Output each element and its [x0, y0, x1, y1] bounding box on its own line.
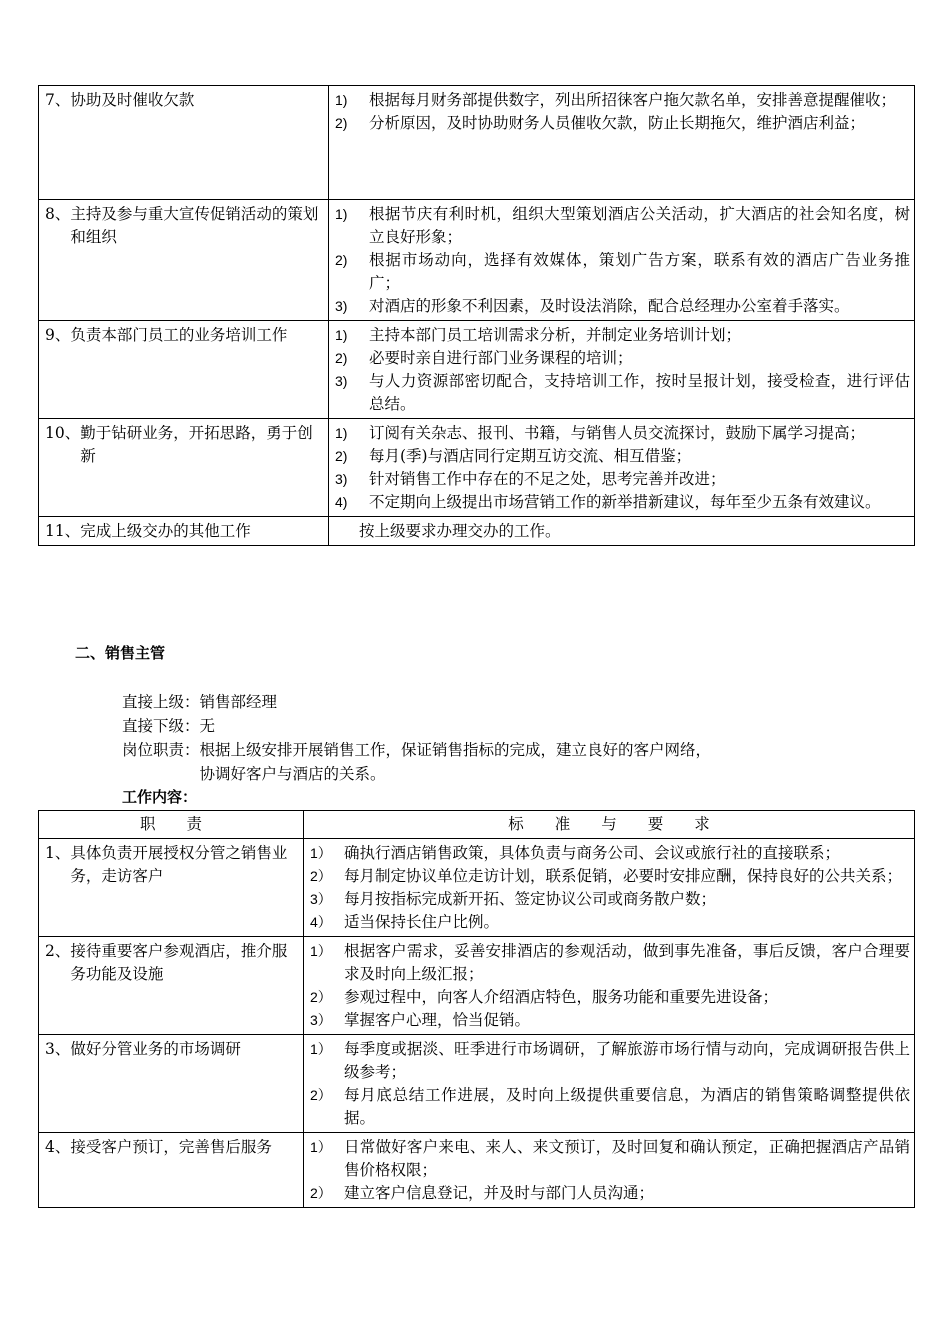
requirement-item [335, 347, 910, 370]
table-row [39, 321, 915, 419]
duty-number: 7、 [45, 91, 71, 109]
duty-cell [39, 200, 329, 321]
requirement-item [310, 1038, 910, 1084]
requirement-number: 2） [310, 1087, 332, 1103]
table-row [39, 937, 915, 1035]
subordinate-row [122, 714, 720, 738]
header-duty: 职 责 [39, 811, 304, 839]
requirement-number: 3） [310, 1012, 332, 1028]
duties-table-manager [38, 85, 915, 546]
requirement-text: 每月底总结工作进展，及时向上级提供重要信息，为酒店的销售策略调整提供依据。 [344, 1086, 910, 1127]
duty-cell [39, 1035, 304, 1133]
duty-cell [39, 937, 304, 1035]
duties-table-supervisor [38, 810, 915, 1208]
requirement-number: 2) [335, 350, 348, 366]
requirement-item [335, 370, 910, 416]
requirements-cell [304, 937, 915, 1035]
requirement-text: 订阅有关杂志、报刊、书籍，与销售人员交流探讨，鼓励下属学习提高； [369, 424, 866, 442]
requirement-text: 确执行酒店销售政策，具体负责与商务公司、会议或旅行社的直接联系； [344, 844, 841, 862]
requirements-cell [304, 1035, 915, 1133]
requirement-number: 2） [310, 989, 332, 1005]
requirement-text: 主持本部门员工培训需求分析，并制定业务培训计划； [369, 326, 742, 344]
duty-cell [39, 517, 329, 546]
requirement-number: 2) [335, 115, 348, 131]
duty-row [122, 738, 720, 786]
requirement-item [335, 468, 910, 491]
duty-text: 完成上级交办的其他工作 [80, 522, 251, 540]
requirement-item [335, 89, 910, 112]
requirement-item [335, 249, 910, 295]
requirement-number: 1) [335, 206, 348, 222]
requirement-text: 按上级要求办理交办的工作。 [359, 522, 561, 540]
requirement-number: 3) [335, 298, 348, 314]
requirement-text: 对酒店的形象不利因素，及时设法消除，配合总经理办公室着手落实。 [369, 297, 850, 315]
requirement-number: 1) [335, 425, 348, 441]
requirement-number: 1） [310, 1041, 332, 1057]
requirements-cell [329, 321, 915, 419]
duty-cell [39, 86, 329, 200]
requirement-number: 2） [310, 1185, 332, 1201]
requirement-text: 必要时亲自进行部门业务课程的培训； [369, 349, 633, 367]
table-row [39, 1035, 915, 1133]
requirements-cell [329, 419, 915, 517]
requirement-text: 针对销售工作中存在的不足之处，思考完善并改进； [369, 470, 726, 488]
duty-text: 接受客户预订，完善售后服务 [70, 1138, 272, 1156]
duty-number: 8、 [45, 205, 71, 223]
subordinate-label: 直接下级： [122, 717, 200, 735]
requirement-item [335, 112, 910, 135]
requirement-text: 适当保持长住户比例。 [344, 913, 500, 931]
requirement-number: 1） [310, 1139, 332, 1155]
requirement-text: 参观过程中，向客人介绍酒店特色，服务功能和重要先进设备； [344, 988, 779, 1006]
requirement-text: 根据节庆有利时机，组织大型策划酒店公关活动，扩大酒店的社会知名度，树立良好形象； [369, 205, 910, 246]
requirement-number: 2) [335, 448, 348, 464]
subordinate-value: 无 [199, 717, 216, 735]
header-requirements: 标 准 与 要 求 [304, 811, 915, 839]
requirement-text: 根据客户需求，妥善安排酒店的参观活动，做到事先准备，事后反馈，客户合理要求及时向上级汇报； [344, 942, 910, 983]
work-content-label: 工作内容： [122, 788, 198, 806]
duty-text: 勤于钻研业务，开拓思路，勇于创新 [80, 424, 313, 465]
duty-cell [39, 321, 329, 419]
table-row [39, 517, 915, 546]
requirement-item [310, 911, 910, 934]
requirements-cell [329, 86, 915, 200]
requirement-text: 每月(季)与酒店同行定期互访交流、相互借鉴； [369, 447, 692, 465]
requirement-text: 每季度或据淡、旺季进行市场调研，了解旅游市场行情与动向，完成调研报告供上级参考； [344, 1040, 910, 1081]
requirement-number: 3) [335, 373, 348, 389]
requirement-item [335, 295, 910, 318]
requirement-item [310, 940, 910, 986]
requirement-number: 2） [310, 868, 332, 884]
requirement-number: 2) [335, 252, 348, 268]
requirement-number: 4） [310, 914, 332, 930]
requirement-text: 根据市场动向，选择有效媒体，策划广告方案，联系有效的酒店广告业务推广； [369, 251, 910, 292]
requirements-cell [329, 200, 915, 321]
duty-number: 4、 [45, 1138, 71, 1156]
table-header-row [39, 811, 915, 839]
requirement-item [310, 1136, 910, 1182]
requirement-number: 1) [335, 327, 348, 343]
duty-label: 岗位职责： [122, 741, 200, 759]
duty-number: 2、 [45, 942, 71, 960]
requirement-text: 不定期向上级提出市场营销工作的新举措新建议，每年至少五条有效建议。 [369, 493, 881, 511]
requirement-number: 3) [335, 471, 348, 487]
duty-text: 做好分管业务的市场调研 [70, 1040, 241, 1058]
requirement-number: 1) [335, 92, 348, 108]
requirement-item [310, 865, 910, 888]
duty-number: 11、 [45, 522, 81, 540]
superior-row [122, 690, 720, 714]
duty-number: 9、 [45, 326, 71, 344]
requirement-item [310, 1182, 910, 1205]
requirement-number: 4) [335, 494, 348, 510]
requirement-text: 日常做好客户来电、来人、来文预订，及时回复和确认预定，正确把握酒店产品销售价格权限； [344, 1138, 910, 1179]
requirement-item [310, 842, 910, 865]
duty-number: 10、 [45, 424, 81, 442]
table-row [39, 86, 915, 200]
table-row [39, 200, 915, 321]
requirement-text: 建立客户信息登记，并及时与部门人员沟通； [344, 1184, 655, 1202]
requirement-item [335, 203, 910, 249]
requirement-item [310, 986, 910, 1009]
requirement-text: 掌握客户心理，恰当促销。 [344, 1011, 531, 1029]
duty-value: 根据上级安排开展销售工作，保证销售指标的完成，建立良好的客户网络，协调好客户与酒店的关系。 [199, 741, 712, 783]
table-row [39, 419, 915, 517]
requirement-item [335, 491, 910, 514]
requirement-number: 3） [310, 891, 332, 907]
requirement-text: 每月制定协议单位走访计划，联系促销，必要时安排应酬，保持良好的公共关系； [344, 867, 903, 885]
requirement-item [335, 324, 910, 347]
requirement-item [310, 888, 910, 911]
duty-text: 协助及时催收欠款 [70, 91, 195, 109]
requirement-text: 根据每月财务部提供数字，列出所招徕客户拖欠款名单，安排善意提醒催收； [369, 91, 897, 109]
duty-number: 3、 [45, 1040, 71, 1058]
superior-label: 直接上级： [122, 693, 200, 711]
duty-cell [39, 419, 329, 517]
section-title: 二、销售主管 [75, 644, 166, 662]
duty-cell [39, 1133, 304, 1208]
position-info [122, 690, 720, 786]
table-row [39, 1133, 915, 1208]
requirement-item [335, 445, 910, 468]
duty-text: 具体负责开展授权分管之销售业务，走访客户 [70, 844, 288, 885]
requirements-cell [304, 1133, 915, 1208]
requirement-text: 每月按指标完成新开拓、签定协议公司或商务散户数； [344, 890, 717, 908]
requirement-text: 与人力资源部密切配合，支持培训工作，按时呈报计划，接受检查，进行评估总结。 [369, 372, 910, 413]
requirement-number: 1） [310, 943, 332, 959]
requirement-item [335, 422, 910, 445]
requirement-item [310, 1009, 910, 1032]
duty-text: 主持及参与重大宣传促销活动的策划和组织 [70, 205, 319, 246]
duty-number: 1、 [45, 844, 71, 862]
requirements-cell [304, 839, 915, 937]
duty-cell [39, 839, 304, 937]
duty-text: 负责本部门员工的业务培训工作 [70, 326, 288, 344]
requirements-cell [329, 517, 915, 546]
requirement-item [310, 1084, 910, 1130]
superior-value: 销售部经理 [199, 693, 278, 711]
duty-text: 接待重要客户参观酒店，推介服务功能及设施 [70, 942, 288, 983]
table-row [39, 839, 915, 937]
requirement-text: 分析原因，及时协助财务人员催收欠款，防止长期拖欠，维护酒店利益； [369, 114, 866, 132]
requirement-number: 1） [310, 845, 332, 861]
